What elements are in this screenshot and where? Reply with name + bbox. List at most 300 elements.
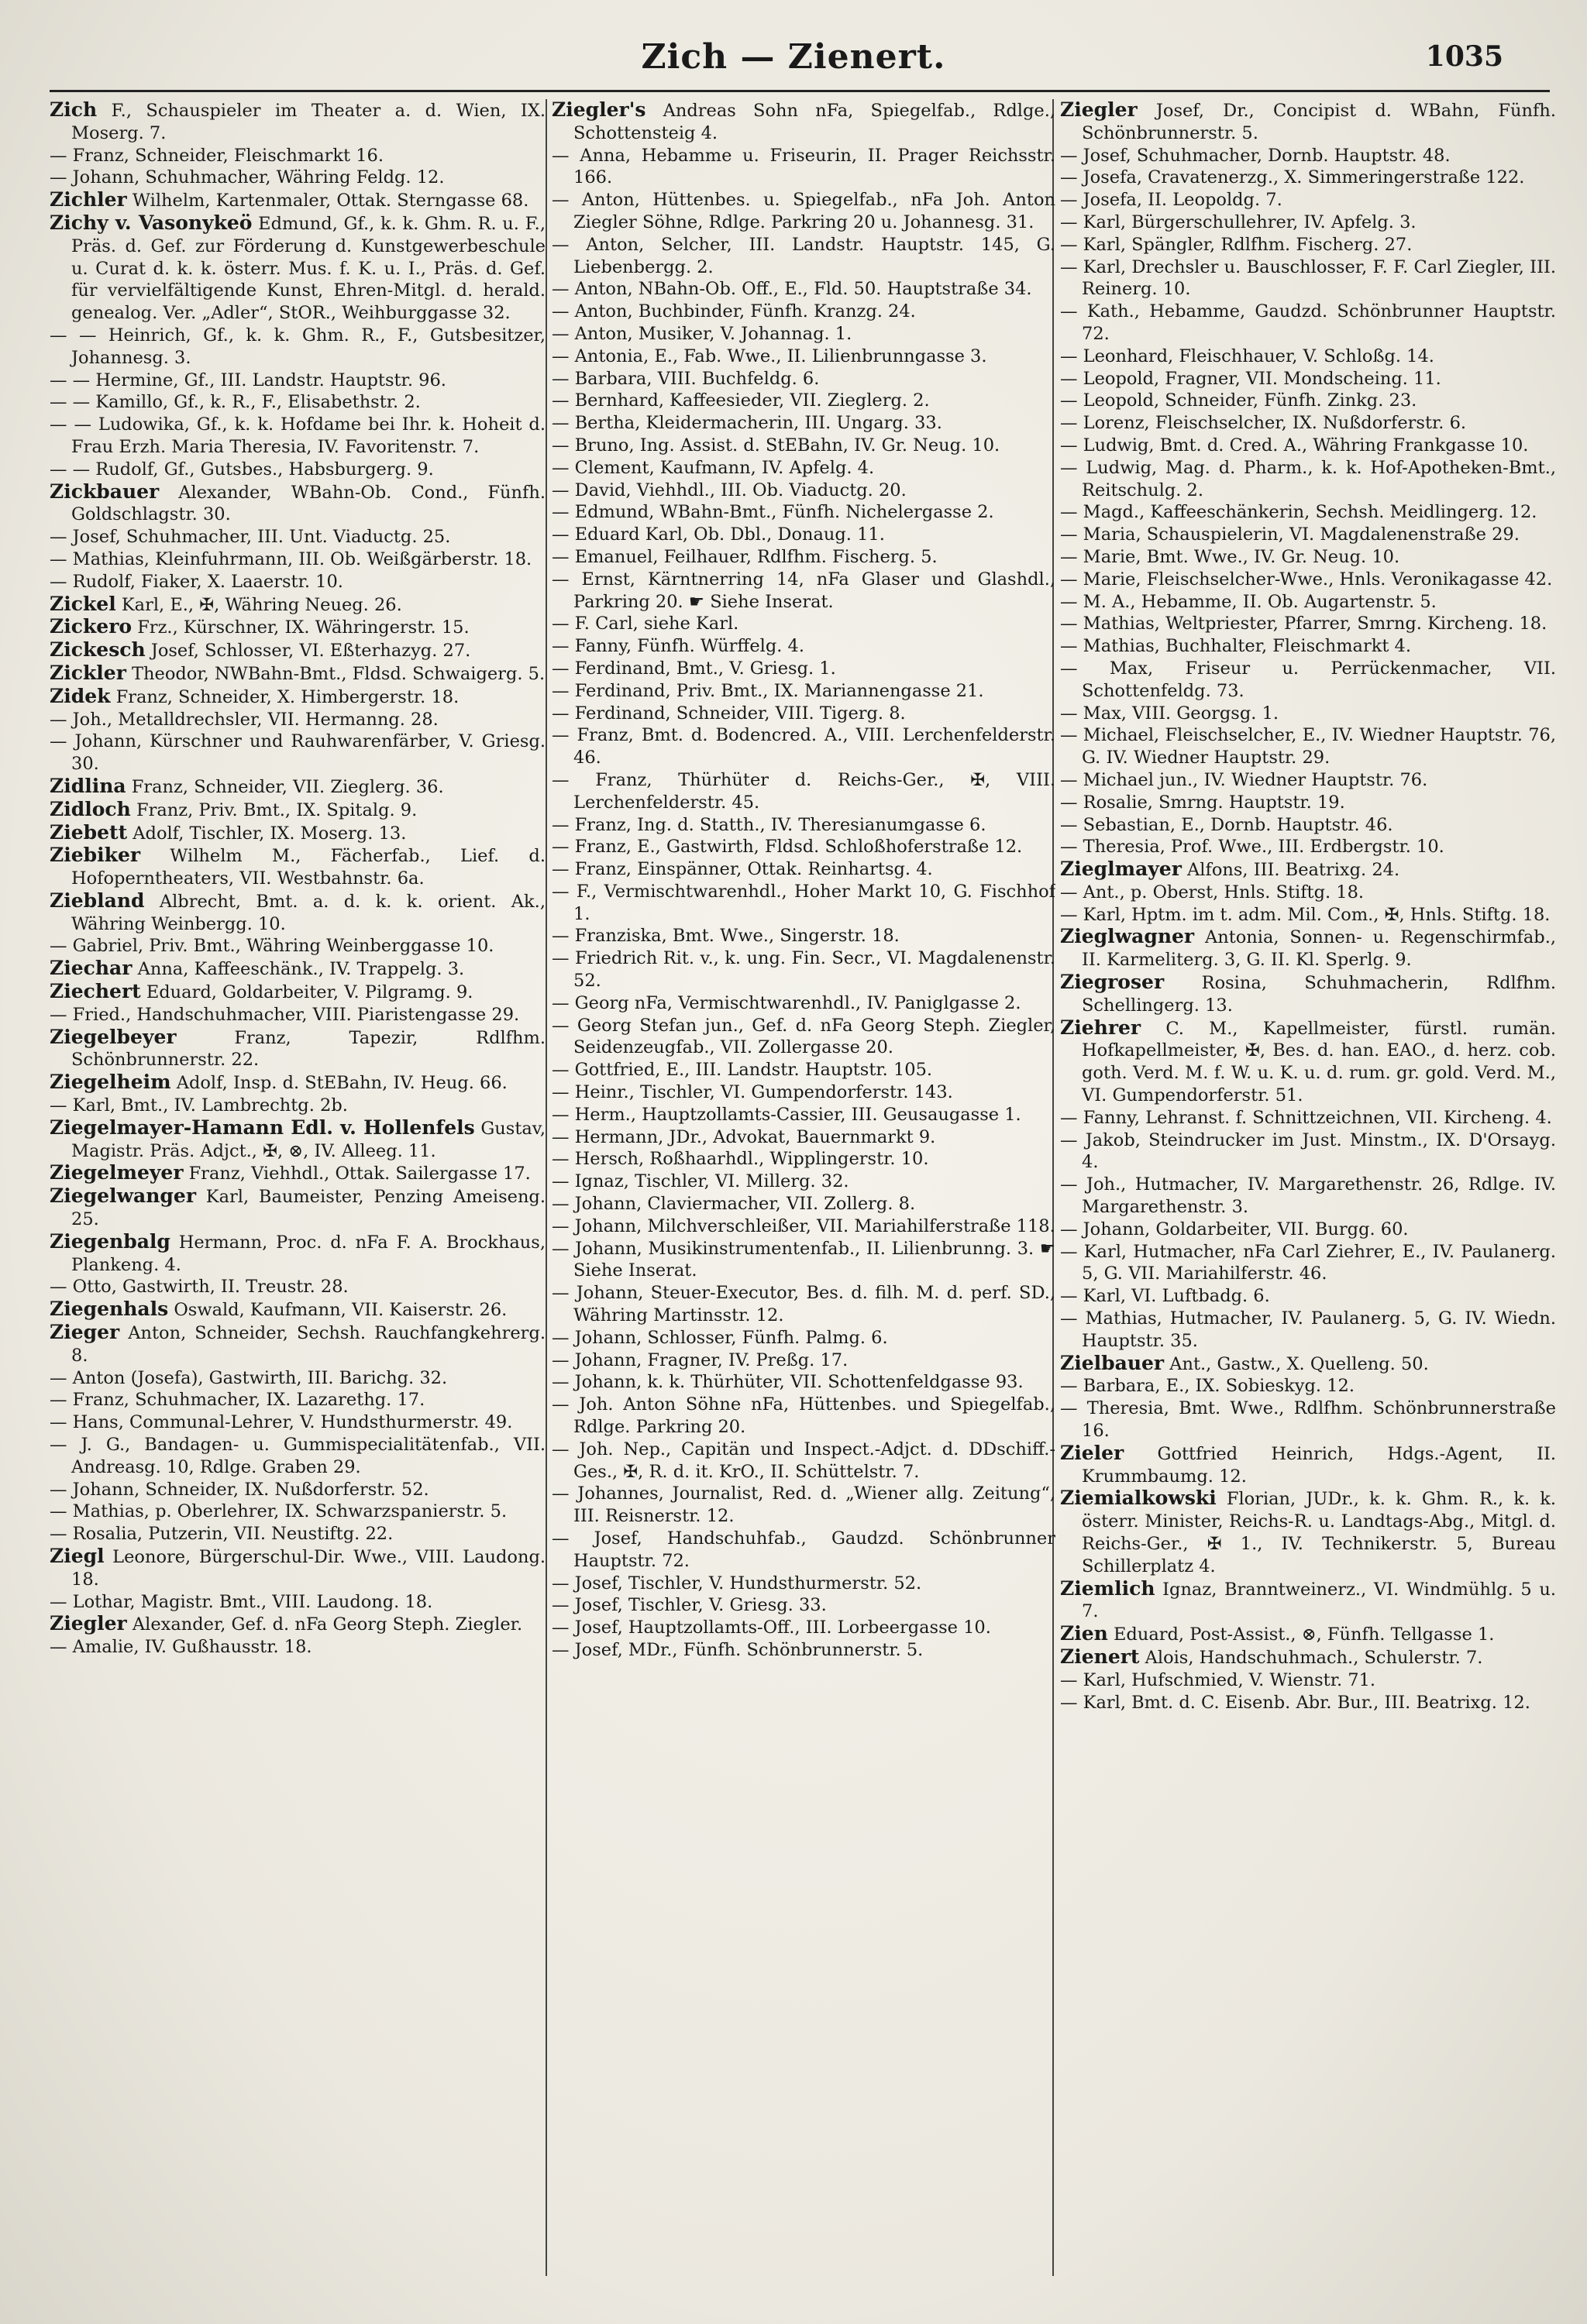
directory-entry [50,167,546,189]
surname: Ziegl [50,1545,105,1567]
entry-text: — Josef, Schuhmacher, Dornb. Hauptstr. 48. [1060,145,1451,166]
directory-entry [50,370,546,392]
directory-entry [552,1148,1055,1171]
directory-entry [1060,1219,1556,1241]
directory-entry [50,1231,546,1277]
directory-entry [552,1059,1055,1081]
entry-text: — Fanny, Lehranst. f. Schnittzeichnen, VII. Kircheng. 4. [1060,1107,1552,1128]
entry-text: — Anton, Musiker, V. Johannag. 1. [552,323,852,344]
directory-entry [552,1528,1055,1573]
entry-text: — Josefa, Cravatenerzg., X. Simmeringerstraße 122. [1060,167,1525,188]
directory-entry [1060,1692,1556,1714]
entry-text: — Anna, Hebamme u. Friseurin, II. Prager Reichsstr. 166. [552,145,1055,188]
entry-text: — Joh., Metalldrechsler, VII. Hermanng. 28. [50,709,439,730]
directory-entry [1060,167,1556,189]
entry-text: — Anton (Josefa), Gastwirth, III. Barichg. 32. [50,1367,448,1388]
entry-text: — Josef, MDr., Fünfh. Schönbrunnerstr. 5. [552,1639,924,1660]
entry-text: — Franz, Ing. d. Statth., IV. Theresianumgasse 6. [552,814,986,835]
directory-entry [50,212,546,325]
entry-text: Andreas Sohn nFa, Spiegelfab., Rdlge., Schottensteig 4. [573,101,1055,143]
entry-text: — Antonia, E., Fab. Wwe., II. Lilienbrunngasse 3. [552,346,987,366]
entry-text: — Magd., Kaffeeschänkerin, Sechsh. Meidlingerg. 12. [1060,502,1537,523]
entry-text: Antonia, Sonnen- u. Regenschirmfab., II. Karmeliterg. 3, G. II. Kl. Sperlg. 9. [1082,927,1556,971]
entry-text: Gustav, Magistr. Präs. Adjct., ✠, ⊗, IV. Alleeg. 11. [71,1118,546,1161]
entry-text: — Georg nFa, Vermischtwarenhdl., IV. Paniglgasse 2. [552,992,1021,1013]
directory-entry [1060,145,1556,167]
entry-text: — Karl, Hptm. im t. adm. Mil. Com., ✠, Hnls. Stiftg. 18. [1060,904,1551,925]
entry-text: — Hersch, Roßhaarhdl., Wipplingerstr. 10. [552,1149,929,1170]
entry-text: Eduard, Goldarbeiter, V. Pilgramg. 9. [140,982,473,1003]
directory-entry [1060,368,1556,390]
directory-entry [1060,703,1556,725]
directory-entry [50,1636,546,1659]
directory-entry [552,323,1055,346]
directory-entry [1060,613,1556,635]
page-number: 1035 [1425,40,1503,73]
directory-entry [552,1327,1055,1349]
directory-entry [1060,256,1556,301]
directory-entry [552,301,1055,323]
directory-entry [552,1171,1055,1193]
directory-entry [552,1238,1055,1283]
surname: Ziegelwanger [50,1184,196,1208]
directory-entry [552,1282,1055,1327]
directory-entry [1060,769,1556,792]
surname: Zickler [50,661,126,684]
directory-entry [552,814,1055,837]
surname: Zichler [50,188,127,211]
surname: Ziemialkowski [1060,1487,1217,1510]
directory-entry [1060,301,1556,346]
entry-text: — Gabriel, Priv. Bmt., Währing Weinberggasse 10. [50,936,494,957]
entry-text: — F. Carl, siehe Karl. [552,614,739,634]
entry-text: — Ernst, Kärntnerring 14, nFa Glaser und Glashdl., Parkring 20. ☛ Siehe Inserat. [552,569,1055,612]
entry-text: — Max, Friseur u. Perrückenmacher, VII. Schottenfeldg. 73. [1060,658,1556,701]
entry-text: — Rosalie, Smrng. Hauptstr. 19. [1060,792,1345,813]
entry-text: — — Ludowika, Gf., k. k. Hofdame bei Ihr. k. Hoheit d. Frau Erzh. Maria Theresia, IV. Favoritenstr. 7. [50,414,546,457]
entry-text: — Johann, Steuer-Executor, Bes. d. filh. M. d. perf. SD., Währing Martinsstr. 12. [552,1283,1055,1326]
entry-text: — Franz, Bmt. d. Bodencred. A., VIII. Lerchenfelderstr. 46. [552,725,1055,768]
directory-entry [1060,546,1556,569]
entry-text: — Leonhard, Fleischhauer, V. Schloßg. 14. [1060,346,1434,366]
directory-entry [1060,1129,1556,1174]
surname: Ziehrer [1060,1016,1141,1039]
surname: Zichy v. Vasonykeö [50,211,253,234]
entry-text: — Maria, Schauspielerin, VI. Magdalenenstraße 29. [1060,524,1520,545]
entry-text: — Ignaz, Tischler, VI. Millerg. 32. [552,1171,849,1192]
directory-entry [50,459,546,481]
entry-text: — Anton, Hüttenbes. u. Spiegelfab., nFa Joh. Anton Ziegler Söhne, Rdlge. Parkring 20 u. Johannesg. 31. [552,190,1055,232]
directory-entry [1060,211,1556,234]
entry-text: Wilhelm M., Fächerfab., Lief. d. Hofoperntheaters, VII. Westbahnstr. 6a. [71,846,546,889]
entry-text: — Ludwig, Mag. d. Pharm., k. k. Hof-Apotheken-Bmt., Reitschulg. 2. [1060,457,1556,500]
directory-entry [50,1322,546,1367]
entry-text: — Franziska, Bmt. Wwe., Singerstr. 18. [552,926,900,947]
column-3 [1060,99,1556,2284]
entry-text: — Josef, Handschuhfab., Gaudzd. Schönbrunner Hauptstr. 72. [552,1528,1055,1571]
directory-entry [552,457,1055,480]
entry-text: — M. A., Hebamme, II. Ob. Augartenstr. 5. [1060,591,1437,612]
directory-entry [50,1613,546,1636]
directory-entry [552,189,1055,234]
entry-text: — Rudolf, Fiaker, X. Laaerstr. 10. [50,571,343,592]
column-2 [552,99,1055,2284]
directory-entry [50,325,546,370]
directory-entry [552,1215,1055,1238]
directory-entry [552,390,1055,412]
directory-entry [1060,1669,1556,1692]
directory-entry [1060,390,1556,412]
surname: Zickel [50,592,116,615]
entry-text: — Johann, Goldarbeiter, VII. Burgg. 60. [1060,1219,1409,1239]
directory-entry [1060,971,1556,1017]
entry-text: — Josef, Schuhmacher, III. Unt. Viaductg. 25. [50,527,451,548]
directory-entry [1060,658,1556,703]
surname: Ziebland [50,889,145,912]
directory-entry [50,1411,546,1434]
entry-text: — Emanuel, Feilhauer, Rdlfhm. Fischerg. 5. [552,546,938,567]
directory-entry [50,1276,546,1298]
directory-entry [1060,435,1556,457]
directory-entry [552,947,1055,992]
entry-text: — Karl, Drechsler u. Bauschlosser, F. F. Carl Ziegler, III. Reinerg. 10. [1060,256,1556,300]
entry-text: — Karl, Bmt., IV. Lambrechtg. 2b. [50,1095,348,1116]
entry-text: — Johann, Fragner, IV. Preßg. 17. [552,1349,849,1370]
entry-text: Wilhelm, Kartenmaler, Ottak. Sterngasse 68. [126,191,529,211]
entry-text: — Anton, Buchbinder, Fünfh. Kranzg. 24. [552,301,916,322]
directory-entry [1060,926,1556,971]
directory-entry [50,957,546,981]
entry-text: — Mathias, Hutmacher, IV. Paulanerg. 5, G. IV. Wiedn. Hauptstr. 35. [1060,1308,1556,1351]
entry-text: — Johann, Musikinstrumentenfab., II. Lilienbrunng. 3. ☛ Siehe Inserat. [552,1238,1055,1281]
entry-text: — Lorenz, Fleischselcher, IX. Nußdorferstr. 6. [1060,413,1467,434]
directory-entry [1060,457,1556,502]
entry-text: — Johann, Schuhmacher, Währing Feldg. 12. [50,167,445,188]
directory-entry [50,1389,546,1411]
surname: Zieler [1060,1441,1124,1464]
entry-text: — Karl, Bürgerschullehrer, IV. Apfelg. 3. [1060,211,1417,232]
entry-text: — Theresia, Prof. Wwe., III. Erdbergstr. 10. [1060,837,1444,858]
entry-text: F., Schauspieler im Theater a. d. Wien, IX. Moserg. 7. [71,101,546,143]
directory-entry [552,1349,1055,1372]
entry-text: — Anton, Selcher, III. Landstr. Hauptstr. 145, G. Liebenbergg. 2. [552,234,1055,277]
directory-entry [552,1483,1055,1528]
directory-entry [50,526,546,548]
directory-entry [552,1193,1055,1215]
surname: Zieglmayer [1060,858,1182,881]
entry-text: Josef, Dr., Concipist d. WBahn, Fünfh. Schönbrunnerstr. 5. [1082,101,1556,143]
entry-text: Anna, Kaffeeschänk., IV. Trappelg. 3. [132,959,465,980]
directory-entry [50,709,546,731]
entry-text: Ignaz, Branntweinerz., VI. Windmühlg. 5 u. 7. [1082,1579,1556,1622]
directory-entry [50,822,546,845]
directory-entry [50,1298,546,1322]
directory-entry [552,546,1055,569]
entry-text: — Johann, Claviermacher, VII. Zollerg. 8. [552,1194,916,1215]
directory-entry [1060,882,1556,904]
directory-entry [50,1367,546,1390]
directory-entry [50,1185,546,1231]
directory-entry [552,680,1055,703]
entry-text: Franz, Schneider, VII. Zieglerg. 36. [126,776,444,797]
surname: Ziebiker [50,844,141,867]
entry-text: — — Rudolf, Gf., Gutsbes., Habsburgerg. 9. [50,459,434,480]
directory-entry [50,1479,546,1501]
directory-entry [50,593,546,617]
surname: Ziegler's [552,99,646,121]
directory-entry [552,346,1055,368]
directory-entry [1060,189,1556,211]
entry-text: C. M., Kapellmeister, fürstl. rumän. Hofkapellmeister, ✠, Bes. d. han. EAO., d. herz. cob. goth. Verd. M. f. W. u. K. u. d. rum. gr. gold. Verd. M., VI. Gumpendorferstr. 51. [1082,1018,1556,1106]
entry-text: — Fried., Handschuhmacher, VIII. Piaristengasse 29. [50,1004,520,1025]
entry-text: — Franz, Schneider, Fleischmarkt 16. [50,145,384,166]
entry-text: — Michael jun., IV. Wiedner Hauptstr. 76. [1060,769,1428,790]
entry-text: — Josef, Tischler, V. Hundsthurmerstr. 52. [552,1573,922,1593]
directory-entry [50,548,546,571]
directory-entry [1060,1623,1556,1646]
surname: Ziegelheim [50,1071,171,1094]
entry-text: — Bruno, Ing. Assist. d. StEBahn, IV. Gr. Neug. 10. [552,435,1000,456]
directory-entry [552,925,1055,947]
entry-text: Adolf, Tischler, IX. Moserg. 13. [127,823,407,844]
entry-text: — Clement, Kaufmann, IV. Apfelg. 4. [552,457,875,478]
entry-text: — Anton, NBahn-Ob. Off., E., Fld. 50. Hauptstraße 34. [552,279,1032,300]
directory-entry [50,1545,546,1591]
entry-text: — Sebastian, E., Dornb. Hauptstr. 46. [1060,814,1393,835]
entry-text: — — Hermine, Gf., III. Landstr. Hauptstr. 96. [50,370,446,390]
entry-text: — Ant., p. Oberst, Hnls. Stiftg. 18. [1060,882,1365,902]
directory-entry [1060,346,1556,368]
entry-text: Theodor, NWBahn-Bmt., Fldsd. Schwaigerg. 5. [126,663,546,684]
surname: Ziegelmayer-Hamann Edl. v. Hollenfels [50,1116,475,1139]
directory-entry [50,481,546,527]
surname: Zickesch [50,638,146,662]
surname: Zien [1060,1622,1108,1645]
entry-text: Alois, Handschuhmach., Schulerstr. 7. [1139,1647,1483,1668]
directory-entry [1060,569,1556,591]
surname: Zickero [50,615,133,638]
directory-entry [50,844,546,890]
entry-text: Gottfried Heinrich, Hdgs.-Agent, II. Krummbaumg. 12. [1082,1443,1556,1487]
directory-entry [552,234,1055,279]
entry-text: Alexander, Gef. d. nFa Georg Steph. Ziegler. [126,1614,523,1635]
directory-entry [1060,524,1556,546]
entry-text: — Barbara, VIII. Buchfeldg. 6. [552,368,820,389]
directory-entry [50,799,546,822]
entry-text: — Amalie, IV. Gußhausstr. 18. [50,1637,312,1658]
directory-entry [1060,1487,1556,1577]
entry-text: Oswald, Kaufmann, VII. Kaiserstr. 26. [168,1300,508,1321]
entry-text: — Joh. Anton Söhne nFa, Hüttenbes. und Spiegelfab., Rdlge. Parkring 20. [552,1394,1055,1438]
directory-entry [552,658,1055,680]
directory-entry [50,890,546,936]
entry-text: — Mathias, p. Oberlehrer, IX. Schwarzspanierstr. 5. [50,1501,508,1522]
entry-text: — Bertha, Kleidermacherin, III. Ungarg. 33. [552,413,942,434]
directory-entry [1060,792,1556,814]
directory-entry [552,635,1055,658]
directory-entry [552,769,1055,814]
directory-entry [1060,1174,1556,1219]
directory-entry [552,1439,1055,1483]
entry-text: — Lothar, Magistr. Bmt., VIII. Laudong. 18. [50,1591,433,1612]
entry-text: — F., Vermischtwarenhdl., Hoher Markt 10, G. Fischhof 1. [552,881,1055,924]
entry-text: — Edmund, WBahn-Bmt., Fünfh. Nichelergasse 2. [552,502,994,523]
directory-entry [50,1501,546,1523]
entry-text: — Mathias, Kleinfuhrmann, III. Ob. Weißgärberstr. 18. [50,548,532,569]
directory-entry [50,571,546,593]
directory-entry [552,1104,1055,1126]
surname: Ziemlich [1060,1576,1155,1600]
directory-entry [1060,858,1556,882]
directory-entry [50,1162,546,1185]
entry-text: — Johann, Schneider, IX. Nußdorferstr. 52. [50,1479,429,1500]
directory-entry [1060,1107,1556,1129]
entry-text: Eduard, Post-Assist., ⊗, Fünfh. Tellgasse 1. [1107,1624,1495,1645]
page-header [46,37,1541,84]
entry-text: — Barbara, E., IX. Sobieskyg. 12. [1060,1376,1355,1397]
directory-entry [50,686,546,709]
header-rule [50,90,1550,92]
surname: Ziebett [50,820,128,844]
directory-entry [552,1126,1055,1149]
entry-text: — Theresia, Bmt. Wwe., Rdlfhm. Schönbrunnerstraße 16. [1060,1398,1556,1442]
directory-entry [50,99,546,145]
surname: Ziegelmeyer [50,1161,184,1184]
entry-text: — Ferdinand, Priv. Bmt., IX. Mariannengasse 21. [552,680,984,701]
directory-entry [50,145,546,167]
entry-text: Frz., Kürschner, IX. Währingerstr. 15. [132,617,470,638]
entry-text: — Franz, E., Gastwirth, Fldsd. Schloßhoferstraße 12. [552,837,1023,858]
entry-text: — Johannes, Journalist, Red. d. „Wiener allg. Zeitung“, III. Reisnerstr. 12. [552,1483,1055,1527]
entry-text: — Josef, Hauptzollamts-Off., III. Lorbeergasse 10. [552,1618,991,1638]
entry-text: — Franz, Schuhmacher, IX. Lazarethg. 17. [50,1390,425,1411]
entry-text: — Johann, k. k. Thürhüter, VII. Schottenfeldgasse 93. [552,1372,1024,1393]
directory-entry [552,569,1055,614]
entry-text: — Michael, Fleischselcher, E., IV. Wiedner Hauptstr. 76, G. IV. Wiedner Hauptstr. 29. [1060,725,1556,768]
entry-text: — Josef, Tischler, V. Griesg. 33. [552,1595,827,1616]
entry-text: Anton, Schneider, Sechsh. Rauchfangkehrerg. 8. [71,1323,546,1366]
entry-text: — Ferdinand, Schneider, VIII. Tigerg. 8. [552,703,906,724]
directory-entry [50,981,546,1004]
entry-text: — — Kamillo, Gf., k. R., F., Elisabethstr. 2. [50,392,421,413]
entry-text: — Karl, Bmt. d. C. Eisenb. Abr. Bur., III. Beatrixg. 12. [1060,1692,1530,1713]
directory-entry [552,992,1055,1015]
entry-text: — Ferdinand, Bmt., V. Griesg. 1. [552,658,836,679]
directory-entry [50,391,546,414]
entry-text: — Rosalia, Putzerin, VII. Neustiftg. 22. [50,1524,394,1545]
entry-text: Franz, Schneider, X. Himbergerstr. 18. [110,686,460,707]
surname: Zidek [50,684,111,707]
directory-entry [50,616,546,639]
directory-entry [1060,1285,1556,1308]
entry-text: — Max, VIII. Georgsg. 1. [1060,703,1279,724]
entry-text: Franz, Tapezir, Rdlfhm. Schönbrunnerstr. 22. [71,1027,546,1071]
directory-entry [552,1594,1055,1617]
directory-entry [50,1095,546,1117]
entry-text: — Karl, VI. Luftbadg. 6. [1060,1286,1270,1307]
directory-entry [552,368,1055,390]
directory-entry [1060,1353,1556,1376]
directory-entry [50,731,546,775]
directory-entry [50,935,546,957]
entry-text: — Johann, Schlosser, Fünfh. Palmg. 6. [552,1327,888,1348]
entry-text: — Johann, Kürschner und Rauhwarenfärber, V. Griesg. 30. [50,731,546,775]
directory-entry [552,145,1055,190]
directory-entry [50,662,546,686]
surname: Zidloch [50,797,131,820]
entry-text: — Leopold, Schneider, Fünfh. Zinkg. 23. [1060,390,1417,411]
entry-text: — Mathias, Weltpriester, Pfarrer, Smrng. Kircheng. 18. [1060,614,1547,634]
surname: Ziegler [1060,99,1138,121]
surname: Ziechar [50,957,133,980]
directory-entry [552,480,1055,502]
directory-entry [552,1394,1055,1439]
surname: Zienert [1060,1645,1140,1668]
entry-text: Florian, JUDr., k. k. Ghm. R., k. k. österr. Minister, Reichs-R. u. Landtags-Abg., Mitgl. d. Reichs-Ger., ✠ 1., IV. Technikerstr. 5, Bureau Schillerplatz 4. [1082,1489,1556,1576]
entry-text: — Kath., Hebamme, Gaudzd. Schönbrunner Hauptstr. 72. [1060,301,1556,344]
surname: Ziegenbalg [50,1229,170,1253]
directory-entry [1060,904,1556,927]
directory-entry [552,858,1055,881]
directory-entry [50,1523,546,1545]
directory-entry [1060,412,1556,435]
entry-text: — Karl, Hufschmied, V. Wienstr. 71. [1060,1669,1376,1690]
directory-entry [50,1434,546,1479]
entry-text: — Leopold, Fragner, VII. Mondscheing. 11. [1060,368,1441,389]
entry-text: Karl, Baumeister, Penzing Ameiseng. 25. [71,1187,546,1230]
entry-text: Albrecht, Bmt. a. d. k. k. orient. Ak., Währing Weinbergg. 10. [71,891,546,934]
directory-entry [1060,814,1556,837]
page-title: Zich — Zienert. [641,37,946,77]
entry-text: — J. G., Bandagen- u. Gummispecialitätenfab., VII. Andreasg. 10, Rdlge. Graben 29. [50,1435,546,1477]
directory-entry [50,1004,546,1026]
directory-entry [1060,99,1556,145]
directory-entry [552,836,1055,858]
directory-entry [552,1573,1055,1595]
directory-entry [1060,591,1556,614]
entry-text: Franz, Priv. Bmt., IX. Spitalg. 9. [130,799,418,820]
surname: Ziegelbeyer [50,1025,177,1048]
entry-text: Ant., Gastw., X. Quelleng. 50. [1164,1353,1429,1374]
directory-entry [552,278,1055,301]
entry-text: — Friedrich Rit. v., k. ung. Fin. Secr., VI. Magdalenenstr. 52. [552,948,1055,992]
directory-entry [1060,1308,1556,1353]
directory-entry [50,639,546,662]
entry-text: — Heinr., Tischler, VI. Gumpendorferstr. 143. [552,1082,953,1103]
directory-entry [1060,234,1556,256]
entry-text: — Joh. Nep., Capitän und Inspect.-Adjct. d. DDschiff.-Ges., ✠, R. d. it. KrO., II. Schüttelstr. 7. [552,1439,1055,1482]
surname: Ziegroser [1060,971,1165,994]
entry-text: — Fanny, Fünfh. Würffelg. 4. [552,636,805,657]
directory-entry [552,435,1055,457]
column-1 [50,99,546,2284]
directory-entry [552,1371,1055,1394]
surname: Zielbauer [1060,1351,1165,1374]
directory-entry [552,703,1055,725]
surname: Zickbauer [50,480,160,503]
surname: Zidlina [50,774,126,797]
surname: Ziegler [50,1612,127,1635]
directory-entry [1060,1375,1556,1397]
entry-text: — Eduard Karl, Ob. Dbl., Donaug. 11. [552,524,885,545]
directory-entry [552,99,1055,145]
directory-entry [552,1639,1055,1662]
entry-text: — Herm., Hauptzollamts-Cassier, III. Geusaugasse 1. [552,1104,1021,1125]
directory-entry [1060,501,1556,524]
directory-entry [1060,1646,1556,1669]
directory-entry [50,1071,546,1095]
entry-text: — Georg Stefan jun., Gef. d. nFa Georg Steph. Ziegler, Seidenzeugfab., VII. Zollergasse 20. [552,1015,1055,1058]
